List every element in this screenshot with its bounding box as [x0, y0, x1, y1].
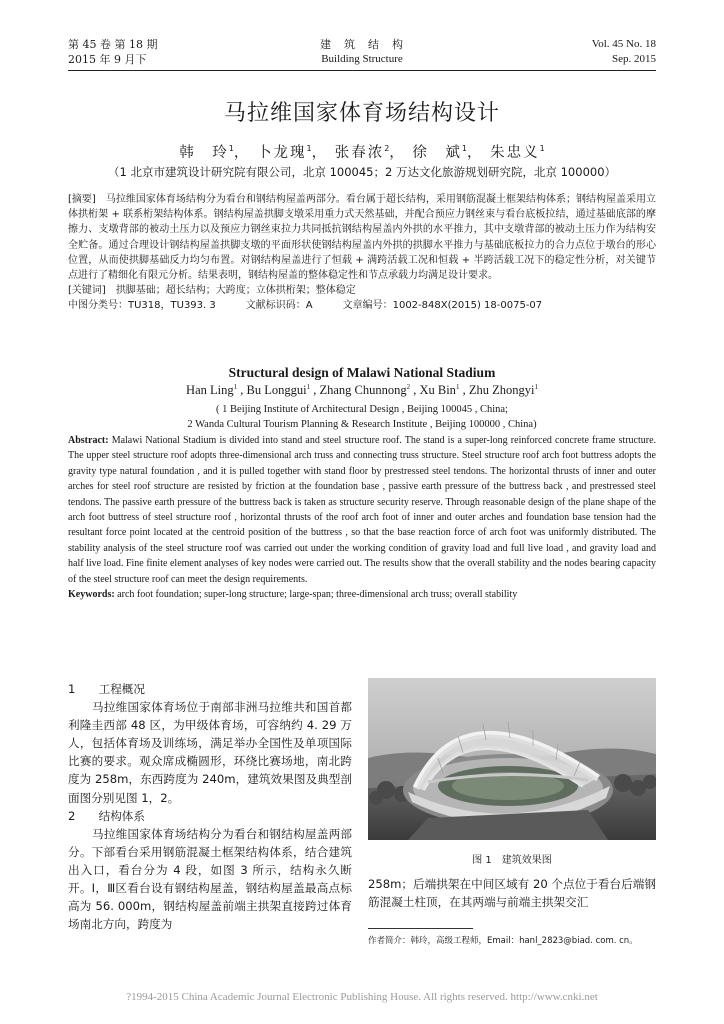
author: 徐 斌	[412, 145, 462, 161]
figure-caption: 图 1 建筑效果图	[472, 855, 552, 866]
abstract-label: [摘要]	[68, 194, 96, 205]
clc-label: 中图分类号：	[68, 300, 128, 312]
section-title: 结构体系	[98, 808, 145, 823]
header-rule	[68, 70, 656, 71]
author-sup: 1	[539, 144, 545, 154]
en-author: Xu Bin	[419, 383, 456, 398]
month-line: Sep. 2015	[612, 53, 656, 65]
author-sup: 2	[384, 144, 390, 154]
author: 朱忠义	[490, 145, 540, 161]
author: 卜龙瑰	[257, 145, 307, 161]
journal-issue-en	[592, 37, 656, 67]
author: 韩 玲	[179, 145, 229, 161]
en-author-sup: 1	[455, 383, 460, 391]
author-list: 韩 玲$^1$， 卜龙瑰$^1$， 张春浓$^2$， 徐 斌$^1$， 朱忠义$^1$	[179, 144, 545, 161]
en-author: Zhang Chunnong	[319, 383, 407, 398]
stadium-rendering-image	[368, 678, 656, 840]
en-author-sup: 1	[534, 383, 538, 391]
article-label: 文章编号：	[342, 300, 393, 312]
journal-name-cn: 建 筑 结 构	[320, 38, 404, 51]
en-author: Bu Longgui	[246, 383, 307, 398]
en-author-sup: 2	[406, 383, 411, 391]
section-number: 1	[68, 682, 76, 696]
en-title: Structural design of Malawi National Stadium	[228, 365, 496, 380]
right-column-text: 258m；后端拱架在中间区域有 20 个点位于看台后端钢筋混凝土柱顶，在其两端与前端主拱架交汇	[368, 877, 656, 910]
cn-abstract	[68, 192, 656, 314]
section-1-text: 马拉维国家体育场位于南部非洲马拉维共和国首都利隆圭西部 48 区，为甲级体育场，可容纳约 4. 29 万人，包括体育场及训练场，满足举办全国性及单项国际比赛的要求。观众席成椭圆形，环绕比赛场地，南北跨度为 258m，东西跨度为 240m，建筑效果图及典型剖面图分别见图 1，2。	[68, 700, 352, 805]
keywords-text: 拱脚基础；超长结构；大跨度；立体拱桁架；整体稳定	[115, 285, 356, 297]
author-sup: 1	[461, 144, 467, 154]
en-affiliation-2: 2 Wanda Cultural Tourism Planning & Research Institute , Beijing 100000 , China)	[187, 419, 537, 430]
en-author: Han Ling	[186, 383, 234, 398]
date-line: 2015 年 9 月下	[68, 53, 147, 66]
section-title: 工程概况	[98, 682, 145, 696]
en-keywords-text: arch foot foundation; super-long structure; large-span; three-dimensional arch truss; overall stability	[117, 589, 518, 601]
article-value: 1002-848X(2015) 18-0075-07	[392, 300, 543, 312]
clc-value: TU318，TU393. 3	[128, 300, 216, 312]
en-abstract-text: Malawi National Stadium is divided into stand and steel structure roof. The stand is a super-long reinforced concrete frame structure. The upper steel structure roof adopts three-dimensional arch truss and connecting truss structure. Steel structure roof arch foot buttress adopts the gravity type natural foundation , and it is pulled together with stand floor by prestressed steel tendons. The horizontal thrusts of inner and outer arches for steel roof structure are resisted by friction at the foundation base , passive earth pressure of the buttress back , and prestressed steel tendons. The passive earth pressure of the buttress back is taken as structure security reserve. Through reasonable design of the plane shape of the arch foot buttress of steel structure roof , horizontal thrusts of the roof arch foot of inner and outer arches and foundation base tension had the resultant force point located at the centroid position of the buttress , so that the base reaction force of arch foot was uniformly distributed. The stability analysis of the steel structure roof was carried out under the working condition of gravity load and full live load , and gravity load and half live load. Fine finite element analyses of key nodes were carried out. The results show that the overall stability and the nodes bearing capacity of the steel structure roof can meet the design requirements.	[68, 435, 657, 585]
section-number: 2	[68, 808, 76, 823]
section-2-text: 马拉维国家体育场结构分为看台和钢结构屋盖两部分。下部看台采用钢筋混凝土框架结构体系，结合建筑出入口，看台分为 4 段，如图 3 所示，结构永久断开。Ⅰ，Ⅲ区看台设有钢结构屋盖，钢结构屋盖最高点标高为 56. 000m，钢结构屋盖前端主拱架直接跨过体育场南北方向，跨度为	[68, 826, 352, 932]
en-abstract-label: Abstract:	[68, 435, 109, 446]
author-sup: 1	[228, 144, 234, 154]
section-2-heading	[68, 807, 352, 825]
body-right-column	[368, 875, 656, 911]
footnote-rule	[368, 928, 473, 929]
volume-line: Vol. 45 No. 18	[591, 38, 656, 50]
author: 张春浓	[334, 145, 385, 161]
doc-value: A	[305, 300, 313, 312]
journal-name	[262, 37, 462, 67]
keywords-label: [关键词]	[68, 285, 106, 297]
journal-issue-cn	[68, 37, 157, 67]
abstract-text: 马拉维国家体育场结构分为看台和钢结构屋盖两部分。看台属于超长结构，采用钢筋混凝土框架结构体系；钢结构屋盖采用立体拱桁架 + 联系桁架结构体系。钢结构屋盖拱脚支墩采用重力式天然基础，并配合预应力钢丝束与看台底板拉结，通过基础底部的摩擦力、支墩背部的被动土压力以及预应力钢丝束拉力共同抵抗钢结构屋盖内外拱的水平推力，其中支墩背部的被动土压力作为结构安全贮备。通过合理设计钢结构屋盖拱脚支墩的平面形状使钢结构屋盖内外拱的拱脚水平推力与基础底板拉力的合力点位于墩台的形心位置，从而使拱脚基础反力均匀布置。对钢结构屋盖进行了恒载 + 满跨活载工况和恒载 + 半跨活载工况下的稳定性分析，对关键节点进行了精细化有限元分析。结果表明，钢结构屋盖的整体稳定性和节点承载力均满足设计要求。	[68, 194, 656, 282]
en-author-sup: 1	[233, 383, 238, 391]
en-affiliation-1: ( 1 Beijing Institute of Architectural Design , Beijing 100045 , China;	[216, 404, 508, 415]
copyright-footer: ?1994-2015 China Academic Journal Electronic Publishing House. All rights reserved. http://www.cnki.net	[126, 991, 598, 1003]
doc-label: 文献标识码：	[245, 300, 306, 312]
en-author-sup: 1	[306, 383, 311, 391]
page-title: 马拉维国家体育场结构设计	[223, 101, 500, 126]
author-sup: 1	[306, 144, 312, 154]
en-author-list: Han Ling$^1$ , Bu Longgui$^1$ , Zhang Chunnong$^2$ , Xu Bin$^1$ , Zhu Zhongyi$^1$	[186, 383, 538, 398]
issue-line: 第 45 卷 第 18 期	[68, 38, 158, 51]
affiliation: （1 北京市建筑设计研究院有限公司，北京 100045；2 万达文化旅游规划研究院，北京 100000）	[107, 165, 617, 179]
author-footnote: 作者简介：韩玲，高级工程师，Email：hanl_2823@biad. com. cn。	[368, 936, 638, 946]
body-left-column	[68, 680, 352, 933]
en-author: Zhu Zhongyi	[468, 383, 535, 398]
section-1-heading	[68, 680, 352, 698]
en-abstract	[68, 433, 656, 602]
en-keywords-label: Keywords:	[68, 589, 115, 601]
journal-name-en: Building Structure	[321, 53, 403, 65]
